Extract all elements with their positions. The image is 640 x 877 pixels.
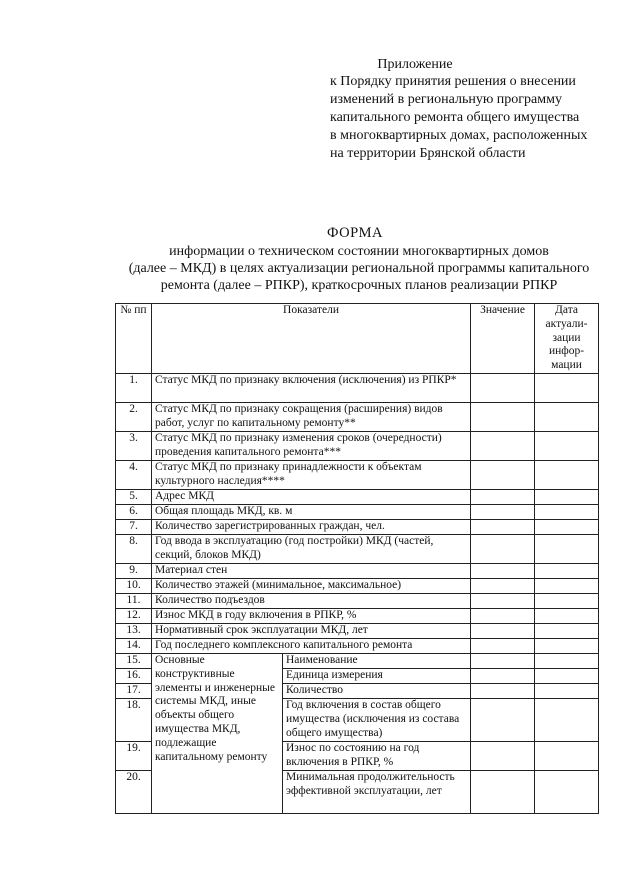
row-indicator: Количество этажей (минимальное, максимальное)	[152, 579, 471, 594]
row-number: 13.	[116, 624, 152, 639]
row-value-cell	[471, 535, 535, 564]
row-indicator: Минимальная продолжительность эффективной эксплуатации, лет	[283, 771, 471, 814]
row-value-cell	[471, 564, 535, 579]
row-number: 5.	[116, 490, 152, 505]
row-date-cell	[535, 669, 599, 684]
row-number: 18.	[116, 699, 152, 742]
row-number: 16.	[116, 669, 152, 684]
row-indicator: Нормативный срок эксплуатации МКД, лет	[152, 624, 471, 639]
header-value: Значение	[471, 304, 535, 374]
row-indicator: Адрес МКД	[152, 490, 471, 505]
header-num: № пп	[116, 304, 152, 374]
form-description-line: информации о техническом состоянии многоквартирных домов	[169, 244, 549, 259]
table-row	[116, 505, 599, 520]
row-indicator: Износ МКД в году включения в РПКР, %	[152, 609, 471, 624]
indicators-table	[115, 303, 599, 814]
row-value-cell	[471, 374, 535, 403]
row-date-cell	[535, 699, 599, 742]
row-value-cell	[471, 490, 535, 505]
row-value-cell	[471, 742, 535, 771]
row-indicator: Единица измерения	[283, 669, 471, 684]
table-row	[116, 564, 599, 579]
table-row	[116, 609, 599, 624]
table-row	[116, 624, 599, 639]
row-value-cell	[471, 432, 535, 461]
appendix-line: изменений в региональную программу	[330, 92, 562, 107]
row-number: 6.	[116, 505, 152, 520]
appendix-title: Приложение	[377, 57, 453, 72]
row-number: 15.	[116, 654, 152, 669]
appendix-block	[330, 56, 630, 163]
form-title: ФОРМА	[326, 225, 384, 241]
row-date-cell	[535, 624, 599, 639]
row-number: 20.	[116, 771, 152, 814]
row-value-cell	[471, 654, 535, 669]
row-number: 1.	[116, 374, 152, 403]
form-description-line: ремонта (далее – РПКР), краткосрочных планов реализации РПКР	[160, 278, 558, 293]
header-indicators: Показатели	[152, 304, 471, 374]
row-indicator: Год ввода в эксплуатацию (год постройки) МКД (частей, секций, блоков МКД)	[152, 535, 471, 564]
row-date-cell	[535, 564, 599, 579]
row-value-cell	[471, 579, 535, 594]
row-indicator: Износ по состоянию на год включения в РПКР, %	[283, 742, 471, 771]
row-number: 10.	[116, 579, 152, 594]
row-number: 12.	[116, 609, 152, 624]
row-indicator: Статус МКД по признаку изменения сроков (очередности) проведения капитального ремонта***	[152, 432, 471, 461]
table-row	[116, 403, 599, 432]
row-value-cell	[471, 684, 535, 699]
appendix-line: на территории Брянской области	[330, 146, 526, 161]
row-date-cell	[535, 579, 599, 594]
header-date: Дата актуали-зации инфор-мации	[535, 304, 599, 374]
appendix-line: к Порядку принятия решения о внесении	[330, 74, 576, 89]
row-number: 17.	[116, 684, 152, 699]
row-value-cell	[471, 771, 535, 814]
row-number: 14.	[116, 639, 152, 654]
row-value-cell	[471, 505, 535, 520]
row-number: 19.	[116, 742, 152, 771]
appendix-line: капитального ремонта общего имущества	[330, 110, 580, 125]
row-number: 2.	[116, 403, 152, 432]
row-indicator: Количество	[283, 684, 471, 699]
row-indicator: Статус МКД по признаку принадлежности к объектам культурного наследия****	[152, 461, 471, 490]
table-row	[116, 639, 599, 654]
row-date-cell	[535, 771, 599, 814]
row-value-cell	[471, 669, 535, 684]
row-indicator: Год последнего комплексного капитального ремонта	[152, 639, 471, 654]
row-number: 7.	[116, 520, 152, 535]
row-value-cell	[471, 639, 535, 654]
row-date-cell	[535, 594, 599, 609]
group-label: Основные конструктивные элементы и инженерные системы МКД, иные объекты общего имущества МКД, подлежащие капитальному ремонту	[152, 654, 283, 814]
row-date-cell	[535, 520, 599, 535]
table-row	[116, 520, 599, 535]
row-indicator: Год включения в состав общего имущества (исключения из состава общего имущества)	[283, 699, 471, 742]
table-row	[116, 579, 599, 594]
table-row	[116, 654, 599, 669]
row-date-cell	[535, 609, 599, 624]
row-date-cell	[535, 505, 599, 520]
row-value-cell	[471, 461, 535, 490]
row-number: 3.	[116, 432, 152, 461]
table-row	[116, 461, 599, 490]
row-number: 8.	[116, 535, 152, 564]
form-description-line: (далее – МКД) в целях актуализации региональной программы капитального	[128, 261, 590, 276]
row-date-cell	[535, 535, 599, 564]
row-date-cell	[535, 639, 599, 654]
row-value-cell	[471, 594, 535, 609]
table-row	[116, 535, 599, 564]
appendix-line: в многоквартирных домах, расположенных	[330, 128, 588, 143]
row-indicator: Статус МКД по признаку сокращения (расширения) видов работ, услуг по капитальному ремонту**	[152, 403, 471, 432]
table-row	[116, 594, 599, 609]
row-value-cell	[471, 520, 535, 535]
row-indicator: Статус МКД по признаку включения (исключения) из РПКР*	[152, 374, 471, 403]
row-date-cell	[535, 461, 599, 490]
row-indicator: Материал стен	[152, 564, 471, 579]
row-indicator: Наименование	[283, 654, 471, 669]
row-value-cell	[471, 609, 535, 624]
row-date-cell	[535, 432, 599, 461]
table-row	[116, 374, 599, 403]
row-date-cell	[535, 403, 599, 432]
table-row	[116, 490, 599, 505]
row-indicator: Количество зарегистрированных граждан, чел.	[152, 520, 471, 535]
form-description	[100, 243, 618, 294]
row-value-cell	[471, 624, 535, 639]
row-indicator: Общая площадь МКД, кв. м	[152, 505, 471, 520]
row-value-cell	[471, 699, 535, 742]
row-date-cell	[535, 490, 599, 505]
table-row	[116, 432, 599, 461]
row-date-cell	[535, 742, 599, 771]
row-number: 9.	[116, 564, 152, 579]
row-value-cell	[471, 403, 535, 432]
row-number: 4.	[116, 461, 152, 490]
row-date-cell	[535, 654, 599, 669]
row-number: 11.	[116, 594, 152, 609]
row-date-cell	[535, 684, 599, 699]
row-indicator: Количество подъездов	[152, 594, 471, 609]
row-date-cell	[535, 374, 599, 403]
